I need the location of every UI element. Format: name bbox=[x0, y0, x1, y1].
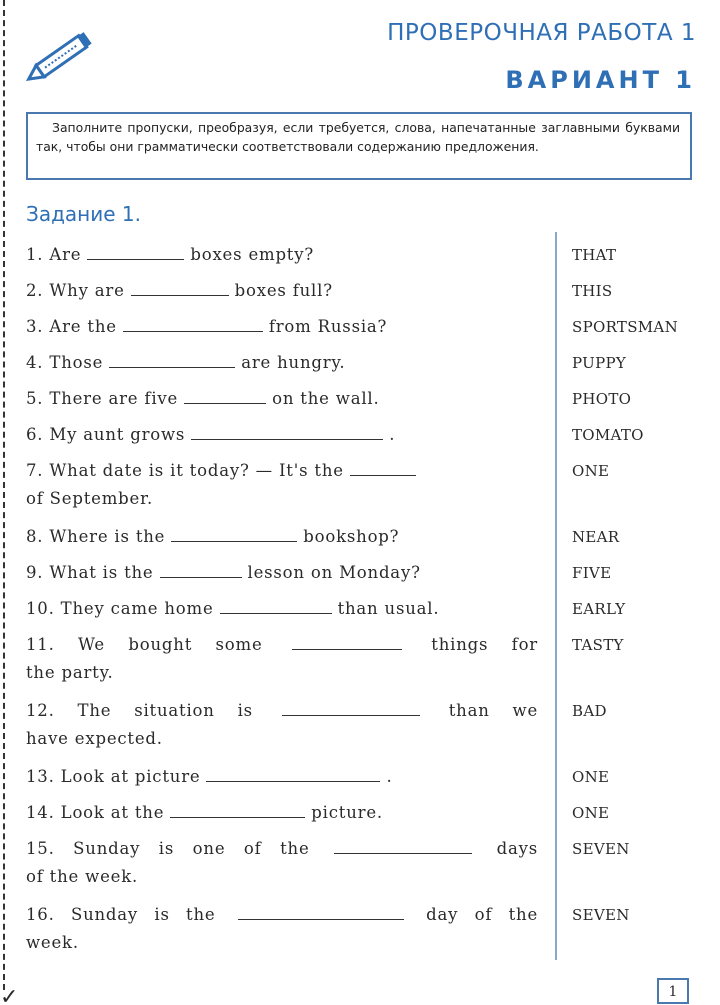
item-text-continued: of September. bbox=[26, 489, 154, 508]
answer-blank[interactable] bbox=[334, 835, 472, 854]
item-text: 10. They came home bbox=[26, 599, 214, 618]
item-text: day of the bbox=[426, 905, 538, 924]
answer-blank[interactable] bbox=[220, 595, 332, 614]
item-text: things for bbox=[431, 635, 538, 654]
exercise-item bbox=[26, 420, 716, 456]
item-text-continued: of the week. bbox=[26, 867, 139, 886]
keyword: SEVEN bbox=[572, 840, 630, 858]
answer-blank[interactable] bbox=[87, 241, 184, 260]
exercise-item bbox=[26, 900, 716, 966]
item-text-continued: the party. bbox=[26, 663, 114, 682]
exercise-item bbox=[26, 558, 716, 594]
exercise-item bbox=[26, 312, 716, 348]
keyword: EARLY bbox=[572, 600, 626, 618]
item-text: 9. What is the bbox=[26, 563, 154, 582]
item-text: days bbox=[496, 839, 538, 858]
keyword: TASTY bbox=[572, 636, 624, 654]
cut-line bbox=[3, 0, 5, 990]
answer-blank[interactable] bbox=[171, 523, 297, 542]
keyword: SPORTSMAN bbox=[572, 318, 678, 336]
item-text: 1. Are bbox=[26, 245, 82, 264]
answer-blank[interactable] bbox=[170, 799, 305, 818]
keyword: ONE bbox=[572, 768, 610, 786]
answer-blank[interactable] bbox=[282, 697, 420, 716]
item-text: 6. My aunt grows bbox=[26, 425, 186, 444]
item-text: than usual. bbox=[337, 599, 440, 618]
item-text-continued: have expected. bbox=[26, 729, 163, 748]
exercise-item bbox=[26, 456, 716, 522]
exercise-item bbox=[26, 594, 716, 630]
answer-blank[interactable] bbox=[109, 349, 235, 368]
task-title: Задание 1. bbox=[26, 202, 141, 226]
item-text: lesson on Monday? bbox=[247, 563, 421, 582]
page-number: 1 bbox=[657, 978, 689, 1004]
answer-blank[interactable] bbox=[191, 421, 383, 440]
answer-blank[interactable] bbox=[160, 559, 242, 578]
instruction-box: Заполните пропуски, преобразуя, если требуется, слова, напечатанные заглавными буквами так, чтобы они грамматически соответствовали содержанию предложения. bbox=[26, 112, 692, 180]
item-text: 13. Look at picture bbox=[26, 767, 201, 786]
answer-blank[interactable] bbox=[123, 313, 263, 332]
exercise-item bbox=[26, 762, 716, 798]
item-text-continued: week. bbox=[26, 933, 79, 952]
item-text: 2. Why are bbox=[26, 281, 125, 300]
keyword: ONE bbox=[572, 804, 610, 822]
item-text: bookshop? bbox=[303, 527, 400, 546]
checkmark-icon: ✓ bbox=[0, 985, 19, 1005]
answer-blank[interactable] bbox=[292, 631, 402, 650]
keyword: ONE bbox=[572, 462, 610, 480]
exercise-item bbox=[26, 798, 716, 834]
answer-blank[interactable] bbox=[184, 385, 266, 404]
exercise-item bbox=[26, 240, 716, 276]
exercise-item bbox=[26, 696, 716, 762]
keyword: BAD bbox=[572, 702, 607, 720]
exercise-item bbox=[26, 384, 716, 420]
keyword: PHOTO bbox=[572, 390, 632, 408]
keyword: FIVE bbox=[572, 564, 612, 582]
keyword: PUPPY bbox=[572, 354, 627, 372]
answer-blank[interactable] bbox=[350, 457, 416, 476]
item-text: from Russia? bbox=[268, 317, 388, 336]
keyword: SEVEN bbox=[572, 906, 630, 924]
item-text: . bbox=[389, 425, 396, 444]
item-text: are hungry. bbox=[241, 353, 346, 372]
item-text: on the wall. bbox=[272, 389, 380, 408]
item-text: 3. Are the bbox=[26, 317, 117, 336]
variant-title: ВАРИАНТ 1 bbox=[505, 66, 696, 94]
item-text: 4. Those bbox=[26, 353, 104, 372]
answer-blank[interactable] bbox=[238, 901, 404, 920]
item-text: boxes empty? bbox=[190, 245, 315, 264]
item-text: 12. The situation is bbox=[26, 701, 253, 720]
item-text: 16. Sunday is the bbox=[26, 905, 216, 924]
answer-blank[interactable] bbox=[131, 277, 229, 296]
item-text: picture. bbox=[311, 803, 383, 822]
item-text: 5. There are five bbox=[26, 389, 179, 408]
page-title: ПРОВЕРОЧНАЯ РАБОТА 1 bbox=[387, 20, 696, 46]
keyword: TOMATO bbox=[572, 426, 644, 444]
item-text: 15. Sunday is one of the bbox=[26, 839, 310, 858]
keyword: NEAR bbox=[572, 528, 620, 546]
exercise-item bbox=[26, 522, 716, 558]
item-text: 8. Where is the bbox=[26, 527, 166, 546]
pencil-icon bbox=[22, 22, 102, 92]
item-text: 11. We bought some bbox=[26, 635, 263, 654]
exercise-list bbox=[26, 240, 716, 966]
item-text: 14. Look at the bbox=[26, 803, 165, 822]
keyword: THAT bbox=[572, 246, 617, 264]
answer-blank[interactable] bbox=[206, 763, 380, 782]
exercise-item bbox=[26, 276, 716, 312]
exercise-item bbox=[26, 834, 716, 900]
item-text: . bbox=[386, 767, 393, 786]
item-text: boxes full? bbox=[234, 281, 333, 300]
exercise-item bbox=[26, 630, 716, 696]
keyword: THIS bbox=[572, 282, 613, 300]
item-text: than we bbox=[448, 701, 538, 720]
item-text: 7. What date is it today? — It's the bbox=[26, 461, 344, 480]
exercise-item bbox=[26, 348, 716, 384]
